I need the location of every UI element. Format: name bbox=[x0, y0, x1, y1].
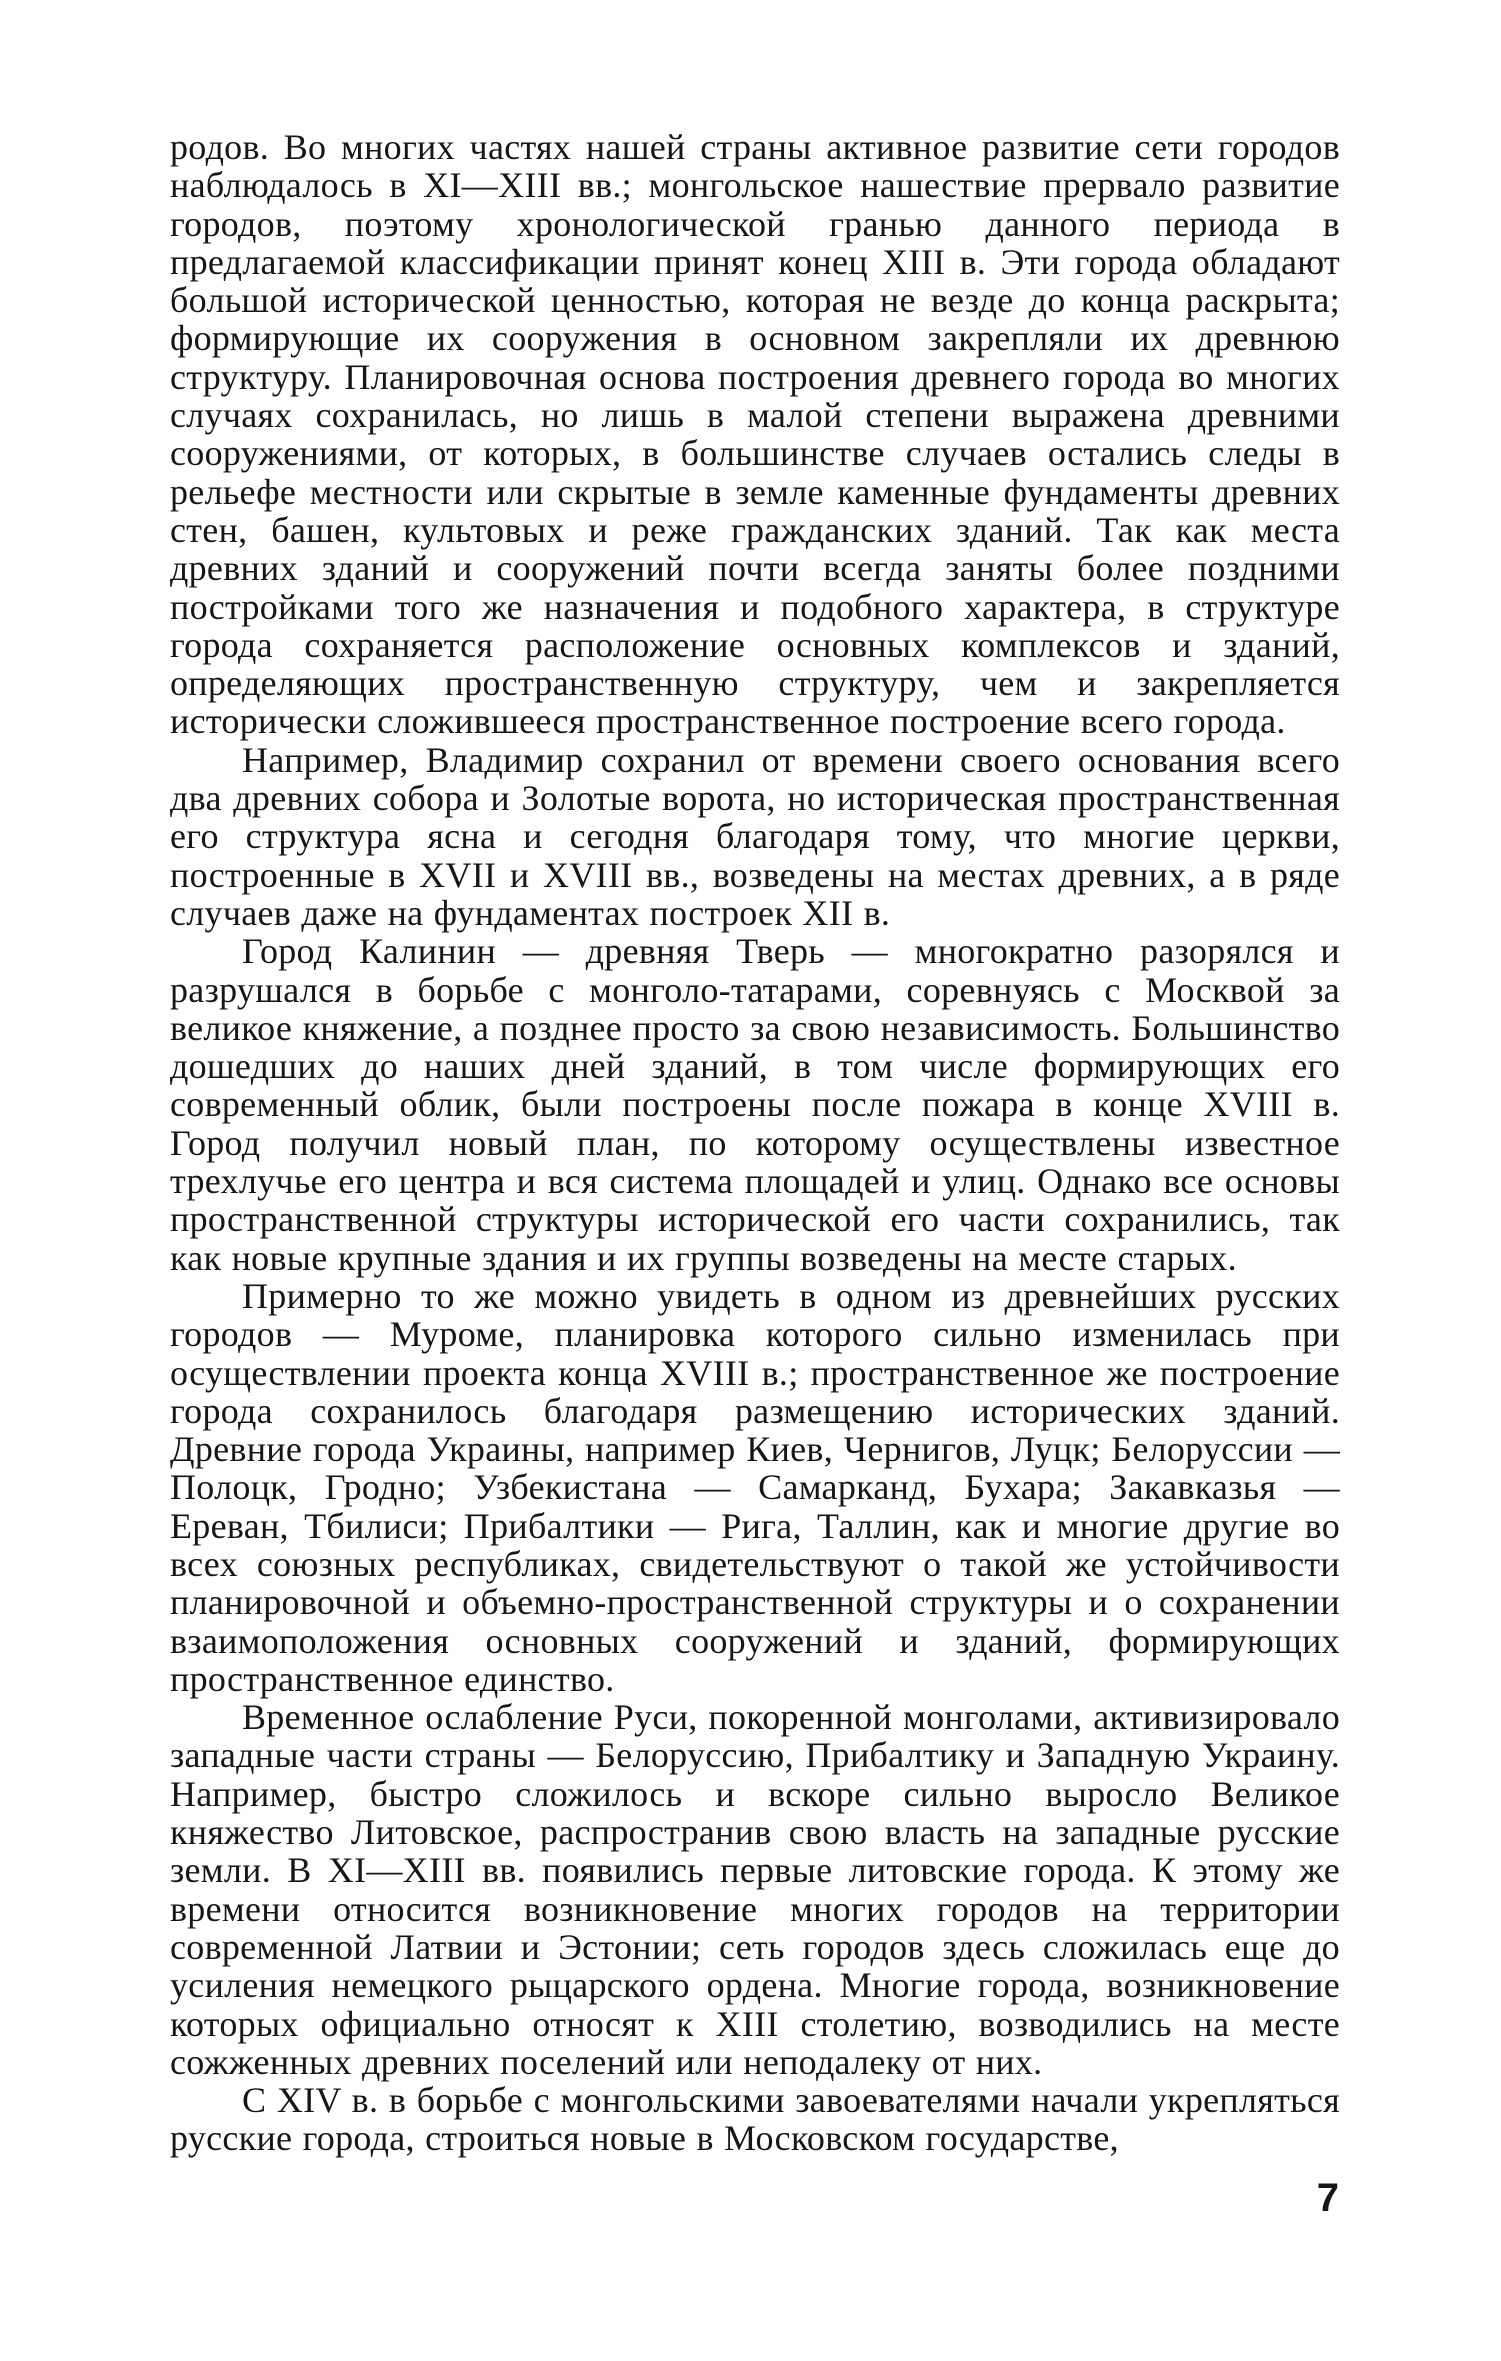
body-text bbox=[170, 128, 1340, 2158]
page-number: 7 bbox=[1316, 2176, 1339, 2220]
paragraph-4: Примерно то же можно увидеть в одном из древнейших русских городов — Муроме, планировка которого сильно изменилась при осуществлении проекта конца XVIII в.; пространственное же построение города сохранилось благодаря размещению исторических зданий. Древние города Украины, например Киев, Чернигов, Луцк; Белоруссии — Полоцк, Гродно; Узбекистана — Самарканд, Бухара; Закавказья — Ереван, Тбилиси; Прибалтики — Рига, Таллин, как и многие другие во всех союзных республиках, свидетельствуют о такой же устойчивости планировочной и объемно-пространственной структуры и о сохранении взаимоположения основных сооружений и зданий, формирующих пространственное единство. bbox=[170, 1275, 1340, 1699]
paragraph-1: родов. Во многих частях нашей страны активное развитие сети городов наблюдалось в XI—XIII вв.; монгольское нашествие прервало развитие городов, поэтому хронологической гранью данного периода в предлагаемой классификации принят конец XIII в. Эти города обладают большой исторической ценностью, которая не везде до конца раскрыта; формирующие их сооружения в основном закрепляли их древнюю структуру. Планировочная основа построения древнего города во многих случаях сохранилась, но лишь в малой степени выражена древними сооружениями, от которых, в большинстве случаев остались следы в рельефе местности или скрытые в земле каменные фундаменты древних стен, башен, культовых и реже гражданских зданий. Так как места древних зданий и сооружений почти всегда заняты более поздними постройками того же назначения и подобного характера, в структуре города сохраняется расположение основных комплексов и зданий, определяющих пространственную структуру, чем и закрепляется исторически сложившееся пространственное построение всего города. bbox=[170, 127, 1340, 742]
paragraph-3: Город Калинин — древняя Тверь — многократно разорялся и разрушался в борьбе с монголо-татарами, соревнуясь с Москвой за великое княжение, а позднее просто за свою независимость. Большинство дошедших до наших дней зданий, в том числе формирующих его современный облик, были построены после пожара в конце XVIII в. Город получил новый план, по которому осуществлены известное трехлучье его центра и вся система площадей и улиц. Однако все основы пространственной структуры исторической его части сохранились, так как новые крупные здания и их группы возведены на месте старых. bbox=[170, 931, 1340, 1278]
paragraph-5: Временное ослабление Руси, покоренной монголами, активизировало западные части страны — Белоруссию, Прибалтику и Западную Украину. Например, быстро сложилось и вскоре сильно выросло Великое княжество Литовское, распространив свою власть на западные русские земли. В XI—XIII вв. появились первые литовские города. К этому же времени относится возникновение многих городов на территории современной Латвии и Эстонии; сеть городов здесь сложилась еще до усиления немецкого рыцарского ордена. Многие города, возникновение которых официально относят к XIII столетию, возводились на месте сожженных древних поселений или неподалеку от них. bbox=[170, 1697, 1340, 2082]
paragraph-2: Например, Владимир сохранил от времени своего основания всего два древних собора и Золотые ворота, но историческая пространственная его структура ясна и сегодня благодаря тому, что многие церкви, построенные в XVII и XVIII вв., возведены на местах древних, а в ряде случаев даже на фундаментах построек XII в. bbox=[170, 739, 1340, 933]
paragraph-6: С XIV в. в борьбе с монгольскими завоевателями начали укрепляться русские города, строиться новые в Московском государстве, bbox=[170, 2080, 1340, 2159]
